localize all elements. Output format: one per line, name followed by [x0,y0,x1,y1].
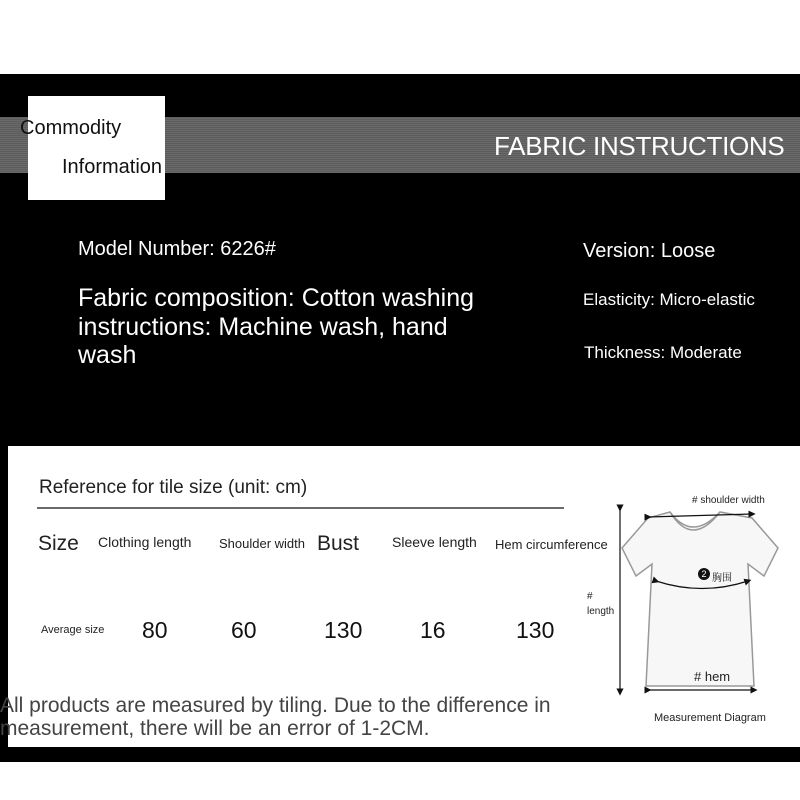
cell-hem: 130 [516,617,555,643]
header-shoulder-width: Shoulder width [219,536,305,551]
diagram-length-label: length [587,606,615,617]
header-bust: Bust [317,532,360,555]
cell-sleeve: 16 [420,617,446,643]
diagram-hem-label: # hem [694,669,731,684]
diagram-bust-number: 2 [698,568,710,580]
divider [37,507,564,509]
diagram-bust-label: 胸围 [712,573,732,584]
diagram-shoulder-label: # shoulder width [692,495,765,506]
fabric-composition: Fabric composition: Cotton washing instructions: Machine wash, hand wash [78,284,475,369]
elasticity: Elasticity: Micro-elastic [583,290,755,309]
diagram-caption: Measurement Diagram [654,712,766,724]
header-clothing-length: Clothing length [98,534,192,550]
version: Version: Loose [583,240,716,262]
row-label-average-size: Average size [41,624,105,636]
header-size: Size [38,532,79,555]
section-title: FABRIC INSTRUCTIONS [494,131,785,161]
thickness: Thickness: Moderate [584,343,742,362]
cell-length: 80 [142,617,168,643]
commodity-label-box [28,96,165,200]
diagram-length-mark: # [587,591,593,602]
header-sleeve-length: Sleeve length [392,534,477,550]
tshirt-outline [622,512,778,686]
size-table-title: Reference for tile size (unit: cm) [39,477,308,498]
commodity-label-line1: Commodity [20,117,122,139]
model-number: Model Number: 6226# [78,238,276,260]
commodity-label-line2: Information [62,156,163,178]
cell-shoulder: 60 [231,617,257,643]
header-hem-circumference: Hem circumference [495,537,608,552]
measurement-note: All products are measured by tiling. Due to the difference in measurement, there will be an error of 1-2CM. [0,694,551,740]
cell-bust: 130 [324,617,363,643]
